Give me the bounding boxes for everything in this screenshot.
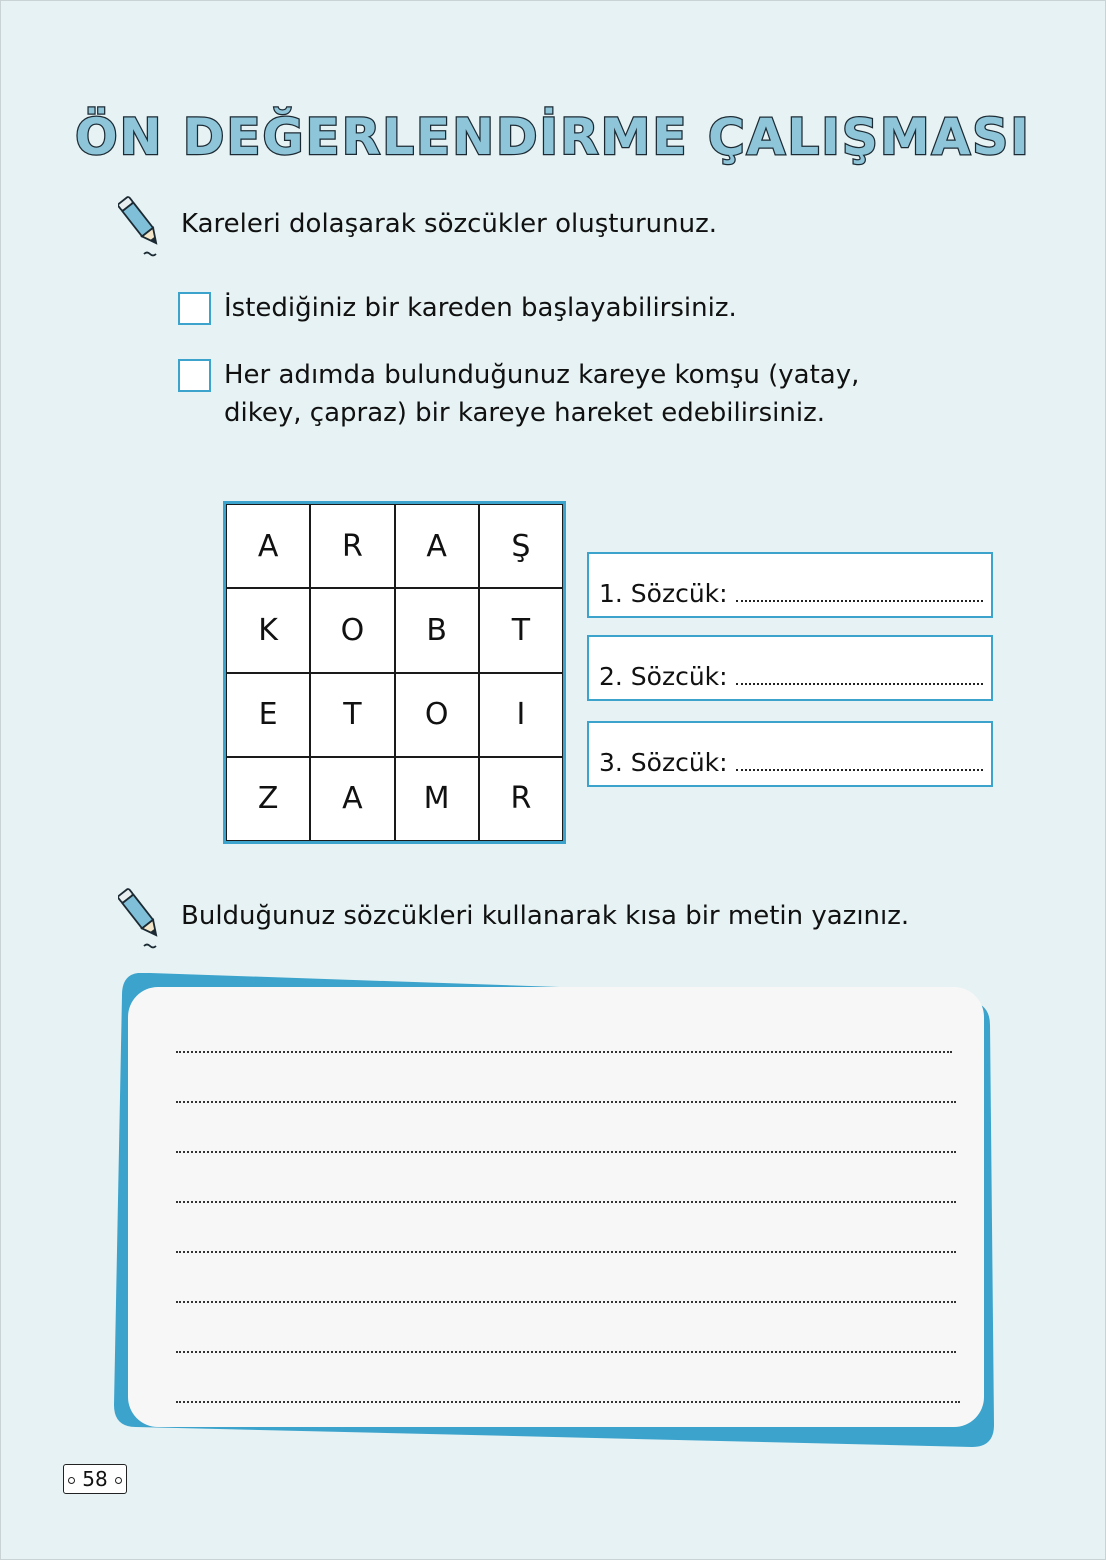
page-number-dot: [115, 1477, 122, 1484]
checkbox-icon[interactable]: [178, 359, 211, 392]
grid-cell[interactable]: T: [479, 588, 563, 672]
writing-card[interactable]: [128, 987, 984, 1427]
grid-cell[interactable]: A: [310, 757, 394, 841]
grid-cell[interactable]: O: [310, 588, 394, 672]
page-number-dot: [68, 1477, 75, 1484]
grid-cell[interactable]: R: [310, 504, 394, 588]
checkbox-icon[interactable]: [178, 292, 211, 325]
page-number-text: 58: [82, 1467, 108, 1491]
writing-line[interactable]: [176, 1301, 956, 1303]
rule-item: [178, 289, 924, 327]
grid-cell[interactable]: A: [395, 504, 479, 588]
grid-cell[interactable]: O: [395, 673, 479, 757]
grid-cell[interactable]: Ş: [479, 504, 563, 588]
word-label: 2. Sözcük:: [599, 662, 728, 691]
writing-line[interactable]: [176, 1151, 956, 1153]
instruction-1: Kareleri dolaşarak sözcükler oluşturunuz.: [181, 209, 717, 239]
word-answer-field[interactable]: [587, 721, 993, 787]
letter-grid: [223, 501, 566, 844]
word-answer-field[interactable]: [587, 635, 993, 701]
grid-cell[interactable]: A: [226, 504, 310, 588]
grid-cell[interactable]: E: [226, 673, 310, 757]
grid-cell[interactable]: R: [479, 757, 563, 841]
grid-cell[interactable]: B: [395, 588, 479, 672]
grid-cell[interactable]: Z: [226, 757, 310, 841]
writing-line[interactable]: [176, 1401, 960, 1403]
writing-line[interactable]: [176, 1251, 956, 1253]
page-title: ÖN DEĞERLENDİRME ÇALIŞMASI: [75, 108, 1031, 166]
writing-area[interactable]: [110, 965, 1000, 1450]
writing-line[interactable]: [176, 1351, 956, 1353]
grid-cell[interactable]: K: [226, 588, 310, 672]
rule-text: Her adımda bulunduğunuz kareye komşu (yatay, dikey, çapraz) bir kareye hareket edebilirsiniz.: [224, 360, 860, 428]
instruction-2: Bulduğunuz sözcükleri kullanarak kısa bir metin yazınız.: [181, 901, 910, 931]
writing-line[interactable]: [176, 1101, 956, 1103]
writing-line[interactable]: [176, 1201, 956, 1203]
rule-item: [178, 356, 924, 432]
pencil-icon: [118, 882, 166, 952]
word-answer-field[interactable]: [587, 552, 993, 618]
answer-dotted-line: [736, 682, 983, 685]
grid-cell[interactable]: T: [310, 673, 394, 757]
answer-dotted-line: [736, 599, 983, 602]
word-label: 1. Sözcük:: [599, 579, 728, 608]
rule-text: İstediğiniz bir kareden başlayabilirsiniz.: [224, 293, 737, 323]
word-label: 3. Sözcük:: [599, 748, 728, 777]
grid-cell[interactable]: M: [395, 757, 479, 841]
grid-cell[interactable]: I: [479, 673, 563, 757]
pencil-icon: [118, 190, 166, 260]
writing-line[interactable]: [176, 1051, 952, 1053]
answer-dotted-line: [736, 768, 983, 771]
page-number: [63, 1464, 127, 1494]
